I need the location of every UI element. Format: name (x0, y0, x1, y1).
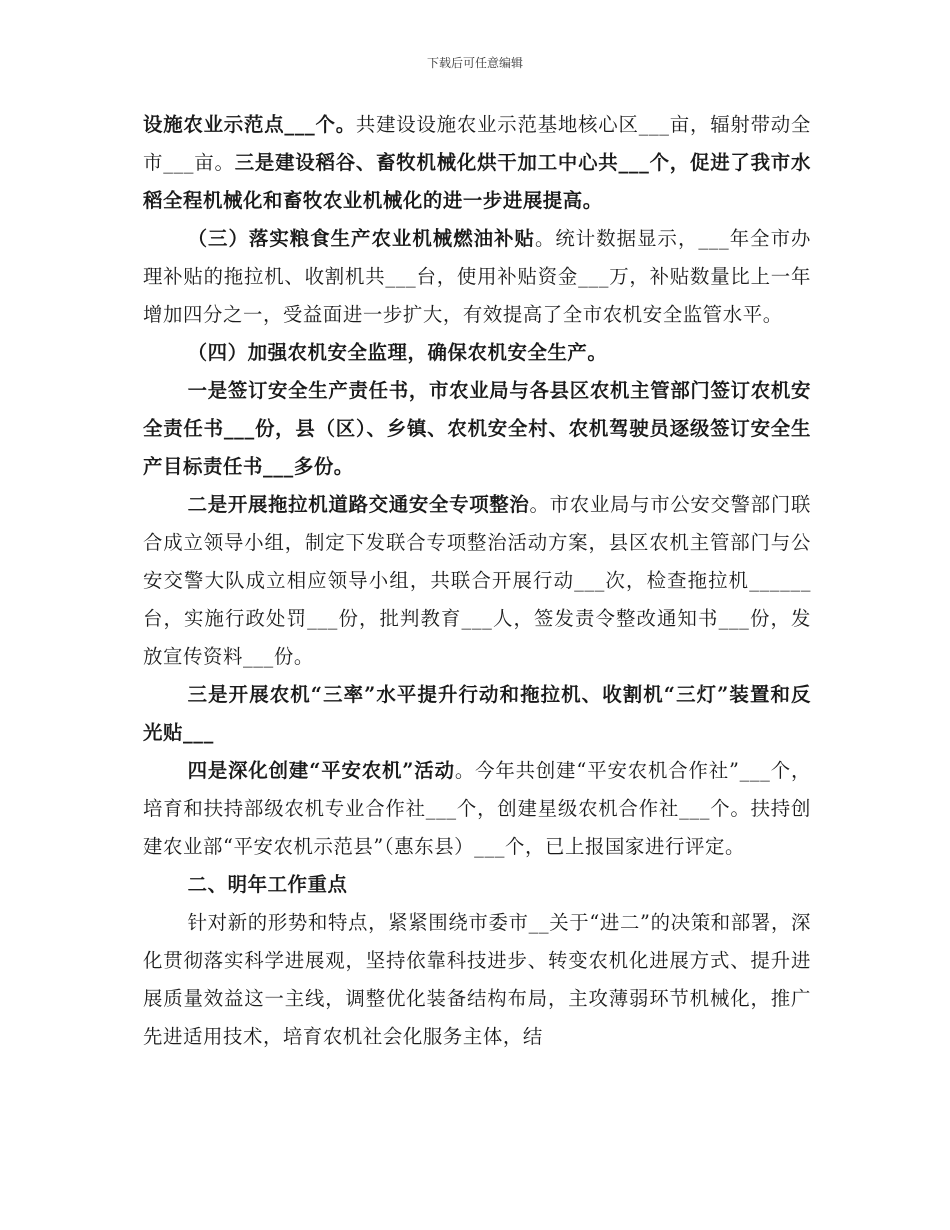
text-run: 共建设设施农业示范基地核心区___亩，辐射带动全市___亩。 (143, 113, 811, 174)
section-heading: （三）落实粮食生产农业机械燃油补贴 (187, 227, 535, 250)
paragraph-6 (143, 676, 811, 752)
paragraph-2 (143, 220, 811, 334)
paragraph-3 (143, 334, 811, 372)
document-body (143, 106, 811, 1056)
section-heading: 二、明年工作重点 (187, 873, 348, 896)
paragraph-8 (143, 866, 811, 904)
text-run: 。统计数据显示，___年全市办理补贴的拖拉机、收割机共___台，使用补贴资金___万，补贴数量比上一年增加四分之一，受益面进一步扩大，有效提高了全市农机安全监管水平。 (143, 227, 811, 326)
section-heading: （四）加强农机安全监理，确保农机安全生产。 (187, 341, 608, 364)
text-run: 。市农业局与市公安交警部门联合成立领导小组，制定下发联合专项整治活动方案，县区农机主管部门与公安交警大队成立相应领导小组，共联合开展行动___次，检查拖拉机______台，实施行政处罚___份，批判教育___人，签发责令整改通知书___份，发放宣传资料___份。 (143, 493, 811, 668)
section-heading: 四是深化创建“平安农机”活动 (187, 759, 455, 782)
section-heading: 二是开展拖拉机道路交通安全专项整治 (187, 493, 530, 516)
text-run: 三是开展农机“三率”水平提升行动和拖拉机、收割机“三灯”装置和反光贴___ (143, 683, 811, 744)
paragraph-7 (143, 752, 811, 866)
text-run: 一是签订安全生产责任书，市农业局与各县区农机主管部门签订农机安全责任书___份，县（区）、乡镇、农机安全村、农机驾驶员逐级签订安全生产目标责任书___多份。 (143, 379, 811, 478)
page-header: 下载后可任意编辑 (426, 56, 523, 70)
paragraph-1 (143, 106, 811, 220)
text-run: 。今年共创建“平安农机合作社”___个，培育和扶持部级农机专业合作社___个，创建星级农机合作社___个。扶持创建农业部“平安农机示范县”（惠东县）___个，已上报国家进行评定。 (143, 759, 811, 858)
text-run: 设施农业示范点___个。 (143, 113, 356, 136)
paragraph-9 (143, 904, 811, 1056)
text-run: 针对新的形势和特点，紧紧围绕市委市__关于“进二”的决策和部署，深化贯彻落实科学进展观，坚持依靠科技进步、转变农机化进展方式、提升进展质量效益这一主线，调整优化装备结构布局，主攻薄弱环节机械化，推广先进适用技术，培育农机社会化服务主体，结 (143, 911, 811, 1048)
paragraph-5 (143, 486, 811, 676)
paragraph-4 (143, 372, 811, 486)
text-run: 三是建设稻谷、畜牧机械化烘干加工中心共___个，促进了我市水稻全程机械化和畜牧农业机械化的进一步进展提高。 (143, 151, 811, 212)
